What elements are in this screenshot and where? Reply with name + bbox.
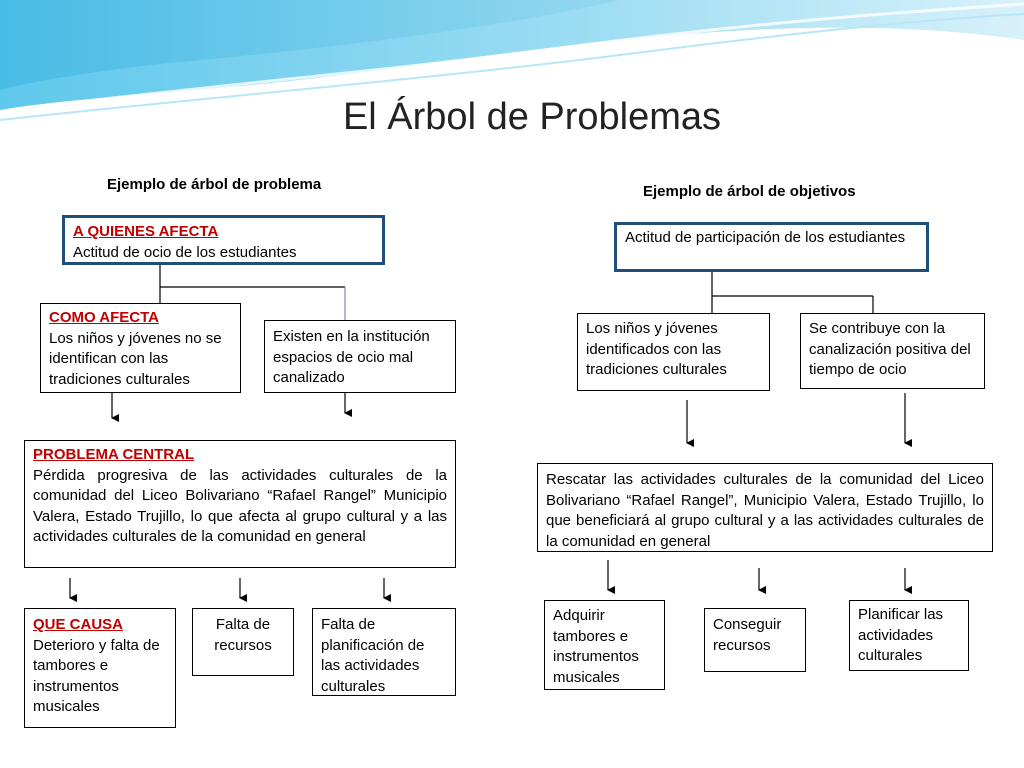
problem-affects-box xyxy=(62,215,385,265)
cause-planning-text: Falta de planificación de las actividades culturales xyxy=(321,616,425,695)
problem-central-box xyxy=(24,440,456,568)
affects-text: Actitud de ocio de los estudiantes xyxy=(73,243,297,261)
problem-how-affects-box xyxy=(40,303,241,393)
objective-top-text: Actitud de participación de los estudiantes xyxy=(625,229,906,246)
objective-mid-right-text: Se contribuye con la canalización positiva del tiempo de ocio xyxy=(809,320,971,378)
central-problem-label: PROBLEMA CENTRAL xyxy=(33,446,195,463)
page-title: El Árbol de Problemas xyxy=(342,96,722,138)
objective-bottom-resources-text: Conseguir recursos xyxy=(713,616,782,654)
objective-bottom-resources-box xyxy=(704,608,806,672)
cause-resources-text: Falta de recursos xyxy=(214,616,272,654)
objective-mid-left-text: Los niños y jóvenes identificados con las tradiciones culturales xyxy=(586,320,727,378)
problem-causes-box xyxy=(24,608,176,728)
problem-tree-heading: Ejemplo de árbol de problema xyxy=(107,176,322,193)
causes-label: QUE CAUSA xyxy=(33,616,124,633)
central-problem-text: Pérdida progresiva de las actividades culturales de la comunidad del Liceo Bolivariano “Rafael Rangel” Municipio Valera, Estado Trujillo, lo que afecta al grupo cultural y a las actividades culturales de la comunidad en general xyxy=(33,466,447,545)
causes-text: Deterioro y falta de tambores e instrumentos musicales xyxy=(33,636,160,715)
how-affects-label: COMO AFECTA xyxy=(49,309,159,326)
affects-label: A QUIENES AFECTA xyxy=(73,223,219,240)
objective-tree-heading: Ejemplo de árbol de objetivos xyxy=(643,183,856,200)
objective-central-box xyxy=(537,463,993,552)
objective-central-text: Rescatar las actividades culturales de la comunidad del Liceo Bolivariano “Rafael Rangel”, Municipio Valera, Estado Trujillo, lo que beneficiará al grupo cultural y a las actividades culturales de la comunidad en general xyxy=(546,471,984,550)
problem-cause-box xyxy=(264,320,456,393)
objective-bottom-instruments-text: Adquirir tambores e instrumentos musicales xyxy=(553,607,639,686)
objective-mid-left-box xyxy=(577,313,770,391)
problem-cause-planning-box xyxy=(312,608,456,696)
problem-cause-resources-box xyxy=(192,608,294,676)
objective-bottom-instruments-box xyxy=(544,600,665,690)
objective-bottom-planning-text: Planificar las actividades culturales xyxy=(858,606,944,664)
objective-top-box xyxy=(614,222,929,272)
how-affects-text: Los niños y jóvenes no se identifican con las tradiciones culturales xyxy=(49,329,222,388)
objective-bottom-planning-box xyxy=(849,600,969,671)
objective-mid-right-box xyxy=(800,313,985,389)
cause-box-text: Existen en la institución espacios de ocio mal canalizado xyxy=(273,328,430,386)
